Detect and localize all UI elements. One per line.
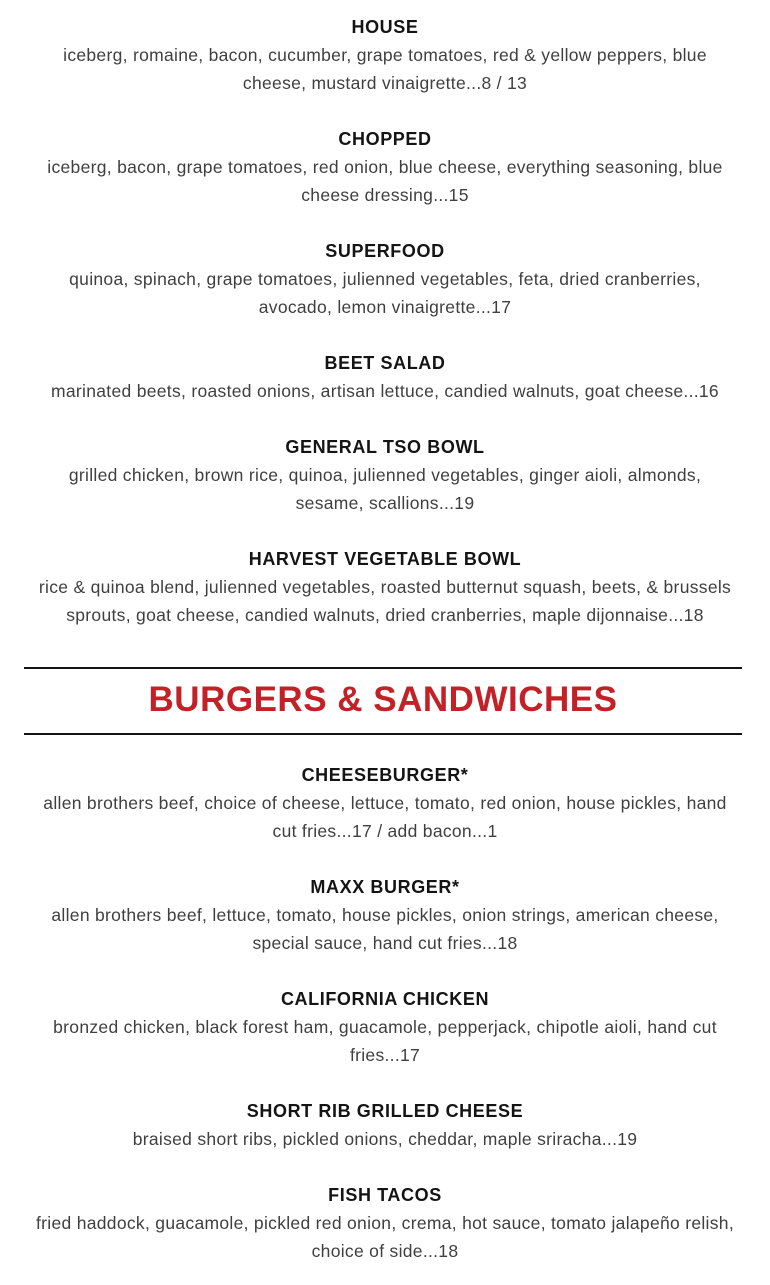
menu-item xyxy=(0,13,770,97)
item-description: iceberg, romaine, bacon, cucumber, grape tomatoes, red & yellow peppers, blue cheese, mustard vinaigrette...8 / 13 xyxy=(63,45,707,93)
item-description: allen brothers beef, choice of cheese, lettuce, tomato, red onion, house pickles, hand cut fries...17 / add bacon...1 xyxy=(43,793,727,841)
item-name: GENERAL TSO BOWL xyxy=(285,437,485,457)
item-description: allen brothers beef, lettuce, tomato, house pickles, onion strings, american cheese, special sauce, hand cut fries...18 xyxy=(51,905,719,953)
menu-sections xyxy=(0,13,770,1265)
item-description: braised short ribs, pickled onions, cheddar, maple sriracha...19 xyxy=(132,1129,638,1149)
menu-item xyxy=(0,349,770,405)
menu-item xyxy=(0,237,770,321)
item-description: fried haddock, guacamole, pickled red onion, crema, hot sauce, tomato jalapeño relish, choice of side...18 xyxy=(36,1213,734,1261)
item-description: quinoa, spinach, grape tomatoes, julienned vegetables, feta, dried cranberries, avocado, lemon vinaigrette...17 xyxy=(69,269,701,317)
item-name: CHEESEBURGER* xyxy=(301,765,469,785)
menu-item xyxy=(0,433,770,517)
menu-item xyxy=(0,1181,770,1265)
item-name: HOUSE xyxy=(351,17,419,37)
item-name: CHOPPED xyxy=(338,129,432,149)
item-name: SUPERFOOD xyxy=(325,241,445,261)
section-divider xyxy=(24,667,742,735)
item-name: FISH TACOS xyxy=(328,1185,442,1205)
section-title: BURGERS & SANDWICHES xyxy=(148,680,618,719)
menu-item xyxy=(0,873,770,957)
item-name: BEET SALAD xyxy=(324,353,446,373)
item-name: HARVEST VEGETABLE BOWL xyxy=(248,549,522,569)
item-description: marinated beets, roasted onions, artisan lettuce, candied walnuts, goat cheese...16 xyxy=(51,381,719,401)
menu-item xyxy=(0,125,770,209)
menu-item xyxy=(0,761,770,845)
item-description: iceberg, bacon, grape tomatoes, red onion, blue cheese, everything seasoning, blue cheese dressing...15 xyxy=(47,157,723,205)
menu-item xyxy=(0,1097,770,1153)
menu-item xyxy=(0,985,770,1069)
item-description: rice & quinoa blend, julienned vegetables, roasted butternut squash, beets, & brussels sprouts, goat cheese, candied walnuts, dried cranberries, maple dijonnaise...18 xyxy=(38,577,732,625)
item-name: SHORT RIB GRILLED CHEESE xyxy=(246,1101,524,1121)
menu-item xyxy=(0,545,770,629)
item-name: MAXX BURGER* xyxy=(310,877,460,897)
item-description: bronzed chicken, black forest ham, guacamole, pepperjack, chipotle aioli, hand cut fries...17 xyxy=(53,1017,717,1065)
item-description: grilled chicken, brown rice, quinoa, julienned vegetables, ginger aioli, almonds, sesame, scallions...19 xyxy=(68,465,702,513)
item-name: CALIFORNIA CHICKEN xyxy=(280,989,490,1009)
